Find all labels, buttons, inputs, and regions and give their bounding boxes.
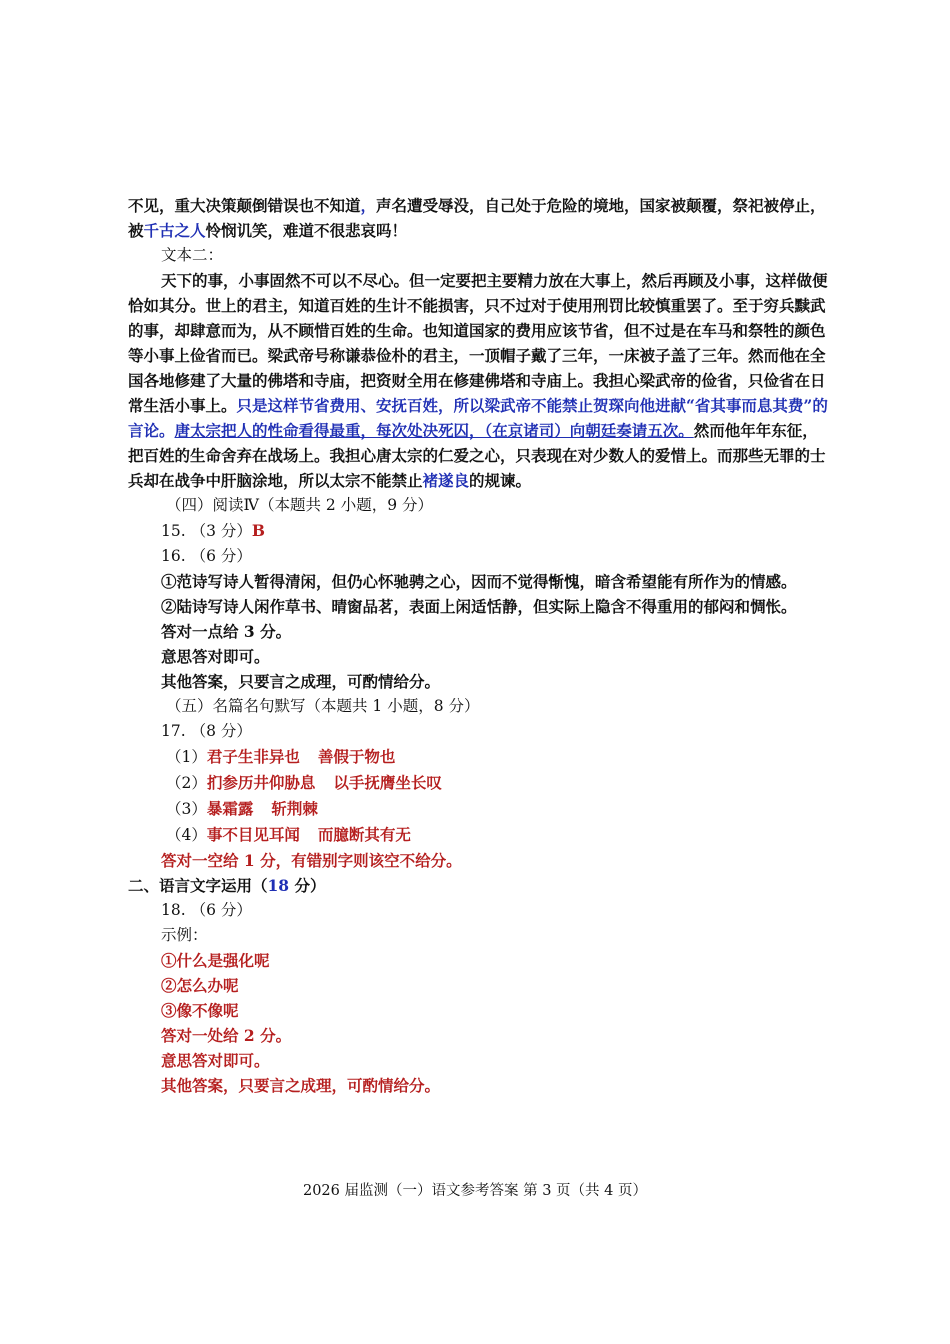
part2-heading: [128, 873, 828, 898]
text1-tail-comma: ，: [360, 196, 377, 215]
q17-a3-x: 暴霜露: [206, 799, 254, 818]
q16-scoring-1: 答对一点给 3 分。: [161, 622, 292, 641]
text2-highlight-b: 只是这样节省费用、安抚百姓，所以梁武帝不能禁止贺琛向他进献“省其事而息其费”的言论。: [128, 396, 828, 440]
text1-tail-c: 声名遭受辱没，自己处于危险的境地，国家被颠覆，祭祀被停止，被: [128, 196, 826, 240]
part2-heading-a: 二、语言文字运用（: [128, 876, 268, 895]
q17-a1-label: （1）: [166, 748, 207, 766]
q18-scoring-3: 其他答案，只要言之成理，可酌情给分。: [161, 1076, 441, 1095]
q16-point-1: ①范诗写诗人暂得清闲，但仍心怀驰骋之心，因而不觉得惭愧，暗含希望能有所作为的情感。: [161, 572, 797, 591]
text2-d: 然而他年年东征，把百姓的生命舍弃在战场上。我担心唐太宗的仁爱之心，只表现在对少数人的爱惜上。而那些无罪的士兵却在战争中肝脑涂地，所以太宗不能禁止: [128, 421, 826, 490]
q17-answer-3: [128, 796, 828, 822]
sec4-heading: （四）阅读Ⅳ（本题共 2 小题，9 分）: [166, 496, 433, 514]
text1-tail: [128, 193, 828, 243]
text2-label: 文本二：: [161, 246, 224, 264]
q17-a1-x: 君子生非异也: [206, 747, 300, 766]
q16-scoring-3: 其他答案，只要言之成理，可酌情给分。: [161, 672, 441, 691]
text2-a: 天下的事，小事固然不可以不尽心。但一定要把主要精力放在大事上，然后再顾及小事，这样做便恰如其分。世上的君主，知道百姓的生计不能损害，只不过对于使用刑罚比较慎重罢了。至于穷兵黩武的事，却肆意而为，从不顾惜百姓的生命。也知道国家的费用应该节省，但不过是在车马和祭牲的颜色等小事上俭省而已。梁武帝号称谦恭俭朴的君主，一顶帽子戴了三年，一床被子盖了三年。然而他在全国各地修建了大量的佛塔和寺庙，把资财全用在修建佛塔和寺庙上。我担心梁武帝的俭省，只俭省在日常生活小事上。: [128, 271, 828, 415]
q17-label: 17. （8 分）: [161, 722, 252, 740]
q16-point-2: ②陆诗写诗人闲作草书、晴窗品茗，表面上闲适恬静，但实际上隐含不得重用的郁闷和惆怅。: [161, 597, 797, 616]
q18-example-label: 示例：: [161, 926, 208, 944]
text2-underlined-c: 唐太宗把人的性命看得最重，每次处决死囚，（在京诸司）向朝廷奏请五次。: [174, 421, 694, 440]
part2-heading-b: 分）: [289, 876, 326, 895]
q17-a4-label: （4）: [166, 826, 207, 844]
text1-tail-a: 不见，重大决策颠倒错误也不知道: [128, 196, 361, 215]
q17-a2-label: （2）: [166, 774, 207, 792]
sec5-heading: （五）名篇名句默写（本题共 1 小题，8 分）: [166, 697, 480, 715]
q17-a3-label: （3）: [166, 800, 207, 818]
q17-answer-4: [128, 822, 828, 848]
q18-label: 18. （6 分）: [161, 901, 252, 919]
text2-highlight-e: 褚遂良: [422, 471, 470, 490]
q17-a2-x: 扪参历井仰胁息: [206, 773, 316, 792]
q17-a3-y: 斩荆棘: [271, 799, 318, 818]
q18-answer-1: ①什么是强化呢: [161, 951, 270, 970]
q17-answer-1: [128, 744, 828, 770]
q15: [128, 518, 828, 544]
q17-a1-y: 善假于物也: [317, 747, 396, 766]
page-content: [128, 193, 828, 1098]
text2-f: 的规谏。: [469, 471, 532, 490]
text2-paragraph: [128, 268, 828, 493]
q17-a4-y: 而臆断其有无: [317, 825, 411, 844]
q18-scoring-1: 答对一处给 2 分。: [161, 1026, 292, 1045]
q17-a4-x: 事不目见耳闻: [206, 825, 300, 844]
q15-answer: B: [251, 521, 265, 540]
part2-heading-score: 18: [267, 876, 290, 895]
page-footer: 2026 届监测（一）语文参考答案 第 3 页（共 4 页）: [302, 1183, 647, 1199]
text1-highlight: 千古之人: [143, 221, 206, 240]
q17-a2-y: 以手抚膺坐长叹: [333, 773, 442, 792]
q16-label: 16. （6 分）: [161, 547, 252, 565]
text1-tail-e: 怜悯讥笑，难道不很悲哀吗！: [205, 221, 408, 240]
q18-scoring-2: 意思答对即可。: [161, 1051, 270, 1070]
q18-answer-2: ②怎么办呢: [161, 976, 239, 995]
q17-answer-2: [128, 770, 828, 796]
q17-scoring: 答对一空给 1 分，有错别字则该空不给分。: [161, 851, 462, 870]
q16-scoring-2: 意思答对即可。: [161, 647, 270, 666]
q15-label: 15. （3 分）: [161, 522, 252, 540]
q18-answer-3: ③像不像呢: [161, 1001, 239, 1020]
